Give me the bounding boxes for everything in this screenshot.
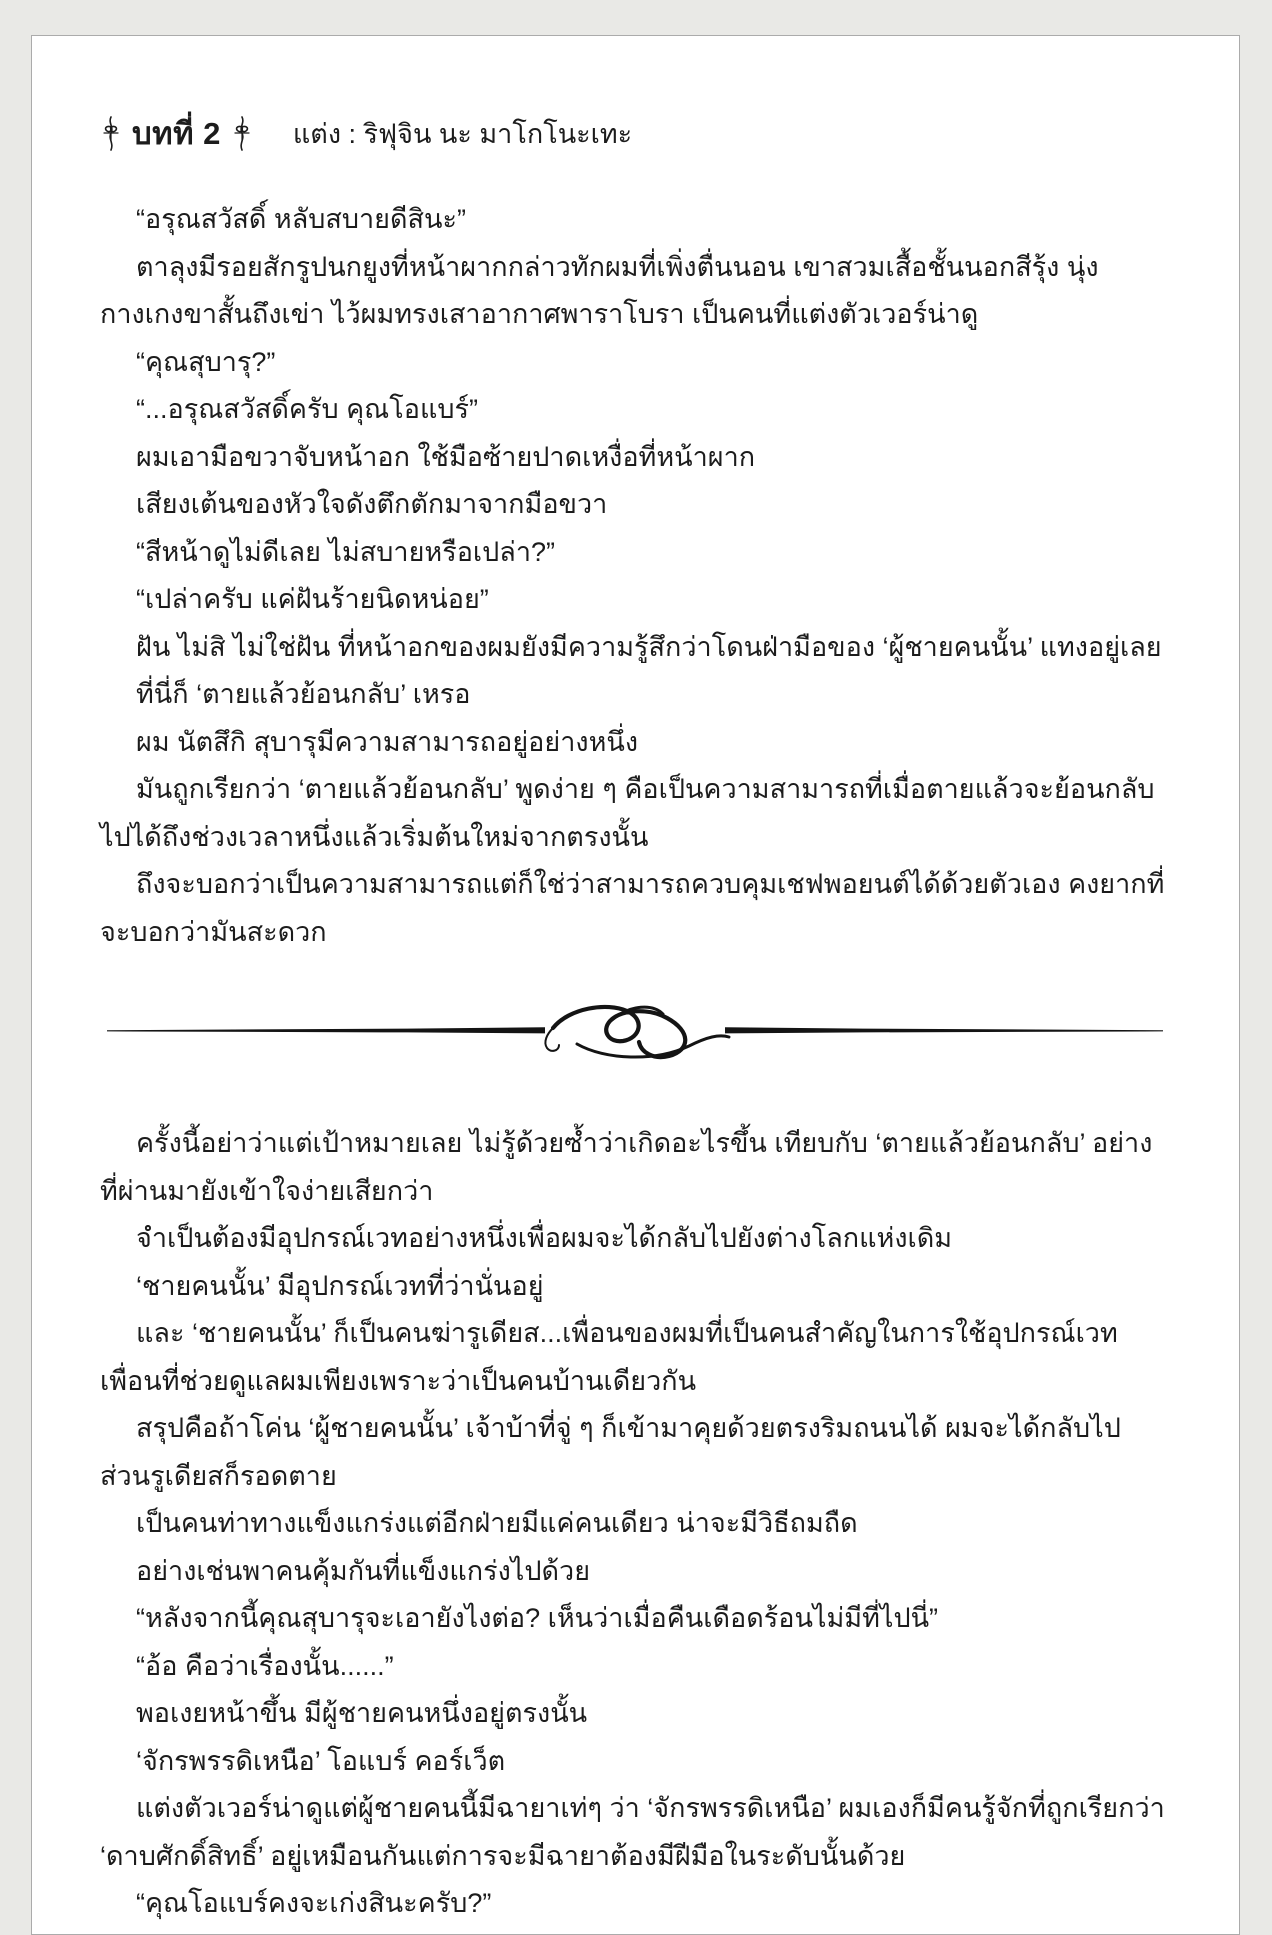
paragraph: ผมเอามือขวาจับหน้าอก ใช้มือซ้ายปาดเหงื่อที่หน้าผาก bbox=[136, 441, 756, 472]
paragraph: ถึงจะบอกว่าเป็นความสามารถแต่ก็ใช่ว่าสามารถควบคุมเชฟพอยนต์ได้ด้วยตัวเอง คงยากที่จะบอกว่ามันสะดวก bbox=[100, 869, 1165, 947]
document-page bbox=[31, 35, 1240, 1935]
body-section-1 bbox=[100, 196, 1169, 956]
paragraph: ผม นัตสึกิ สุบารุมีความสามารถอยู่อย่างหนึ่ง bbox=[136, 726, 639, 757]
chapter-title-group bbox=[100, 108, 253, 158]
paragraph: “อรุณสวัสดิ์ หลับสบายดีสินะ” bbox=[136, 204, 466, 234]
paragraph: จำเป็นต้องมีอุปกรณ์เวทอย่างหนึ่งเพื่อผมจะได้กลับไปยังต่างโลกแห่งเดิม bbox=[136, 1223, 953, 1253]
paragraph: สรุปคือถ้าโค่น ‘ผู้ชายคนนั้น’ เจ้าบ้าที่จู่ ๆ ก็เข้ามาคุยด้วยตรงริมถนนได้ ผมจะได้กลับไป ส่วนรูเดียสก็รอดตาย bbox=[100, 1413, 1121, 1491]
paragraph: “คุณสุบารุ?” bbox=[136, 346, 276, 377]
paragraph: ฝัน ไม่สิ ไม่ใช่ฝัน ที่หน้าอกของผมยังมีความรู้สึกว่าโดนฝ่ามือของ ‘ผู้ชายคนนั้น’ แทงอยู่เลย bbox=[136, 631, 1162, 662]
paragraph: เสียงเต้นของหัวใจดังตึกตักมาจากมือขวา bbox=[136, 489, 608, 519]
paragraph: ที่นี่ก็ ‘ตายแล้วย้อนกลับ’ เหรอ bbox=[136, 679, 471, 709]
paragraph: “...อรุณสวัสดิ์ครับ คุณโอแบร์” bbox=[136, 394, 478, 424]
paragraph: เป็นคนท่าทางแข็งแกร่งแต่อีกฝ่ายมีแค่คนเดียว น่าจะมีวิธีถมถืด bbox=[136, 1508, 858, 1538]
floral-sprig-left-icon bbox=[100, 113, 122, 153]
paragraph: และ ‘ชายคนนั้น’ ก็เป็นคนฆ่ารูเดียส...เพื่อนของผมที่เป็นคนสำคัญในการใช้อุปกรณ์เวท เพื่อนที่ช่วยดูแลผมเพียงเพราะว่าเป็นคนบ้านเดียวกัน bbox=[100, 1318, 1118, 1396]
paragraph: “คุณโอแบร์คงจะเก่งสินะครับ?” bbox=[136, 1888, 492, 1918]
chapter-title: บทที่ 2 bbox=[132, 116, 221, 151]
author-credit: แต่ง : ริฟุจิน นะ มาโกโนะเทะ bbox=[292, 118, 633, 149]
paragraph: ครั้งนี้อย่าว่าแต่เป้าหมายเลย ไม่รู้ด้วยซ้ำว่าเกิดอะไรขึ้น เทียบกับ ‘ตายแล้วย้อนกลับ’ อย่างที่ผ่านมายังเข้าใจง่ายเสียกว่า bbox=[100, 1128, 1153, 1206]
paragraph: ‘ชายคนนั้น’ มีอุปกรณ์เวทที่ว่านั่นอยู่ bbox=[136, 1270, 544, 1301]
paragraph: “สีหน้าดูไม่ดีเลย ไม่สบายหรือเปล่า?” bbox=[136, 536, 556, 567]
paragraph: ‘จักรพรรดิเหนือ’ โอแบร์ คอร์เว็ต bbox=[136, 1745, 506, 1776]
chapter-header bbox=[100, 108, 1169, 158]
section-divider-flourish-icon bbox=[107, 1000, 1163, 1064]
paragraph: พอเงยหน้าขึ้น มีผู้ชายคนหนึ่งอยู่ตรงนั้น bbox=[136, 1698, 588, 1728]
paragraph: อย่างเช่นพาคนคุ้มกันที่แข็งแกร่งไปด้วย bbox=[136, 1555, 591, 1586]
floral-sprig-right-icon bbox=[231, 113, 253, 153]
paragraph: “อ้อ คือว่าเรื่องนั้น......” bbox=[136, 1650, 394, 1681]
page-content bbox=[32, 36, 1239, 1928]
body-section-2 bbox=[100, 1120, 1169, 1928]
paragraph: มันถูกเรียกว่า ‘ตายแล้วย้อนกลับ’ พูดง่าย ๆ คือเป็นความสามารถที่เมื่อตายแล้วจะย้อนกลับไปได้ถึงช่วงเวลาหนึ่งแล้วเริ่มต้นใหม่จากตรงนั้น bbox=[100, 774, 1155, 852]
paragraph: “เปล่าครับ แค่ฝันร้ายนิดหน่อย” bbox=[136, 584, 489, 614]
paragraph: ตาลุงมีรอยสักรูปนกยูงที่หน้าผากกล่าวทักผมที่เพิ่งตื่นนอน เขาสวมเสื้อชั้นนอกสีรุ้ง นุ่งกางเกงขาสั้นถึงเข่า ไว้ผมทรงเสาอากาศพาราโบรา เป็นคนที่แต่งตัวเวอร์น่าดู bbox=[100, 251, 1099, 329]
paragraph: แต่งตัวเวอร์น่าดูแต่ผู้ชายคนนี้มีฉายาเท่ๆ ว่า ‘จักรพรรดิเหนือ’ ผมเองก็มีคนรู้จักที่ถูกเรียกว่า ‘ดาบศักดิ์สิทธิ์’ อยู่เหมือนกันแต่การจะมีฉายาต้องมีฝีมือในระดับนั้นด้วย bbox=[100, 1793, 1165, 1871]
paragraph: “หลังจากนี้คุณสุบารุจะเอายังไงต่อ? เห็นว่าเมื่อคืนเดือดร้อนไม่มีที่ไปนี่” bbox=[136, 1603, 939, 1633]
